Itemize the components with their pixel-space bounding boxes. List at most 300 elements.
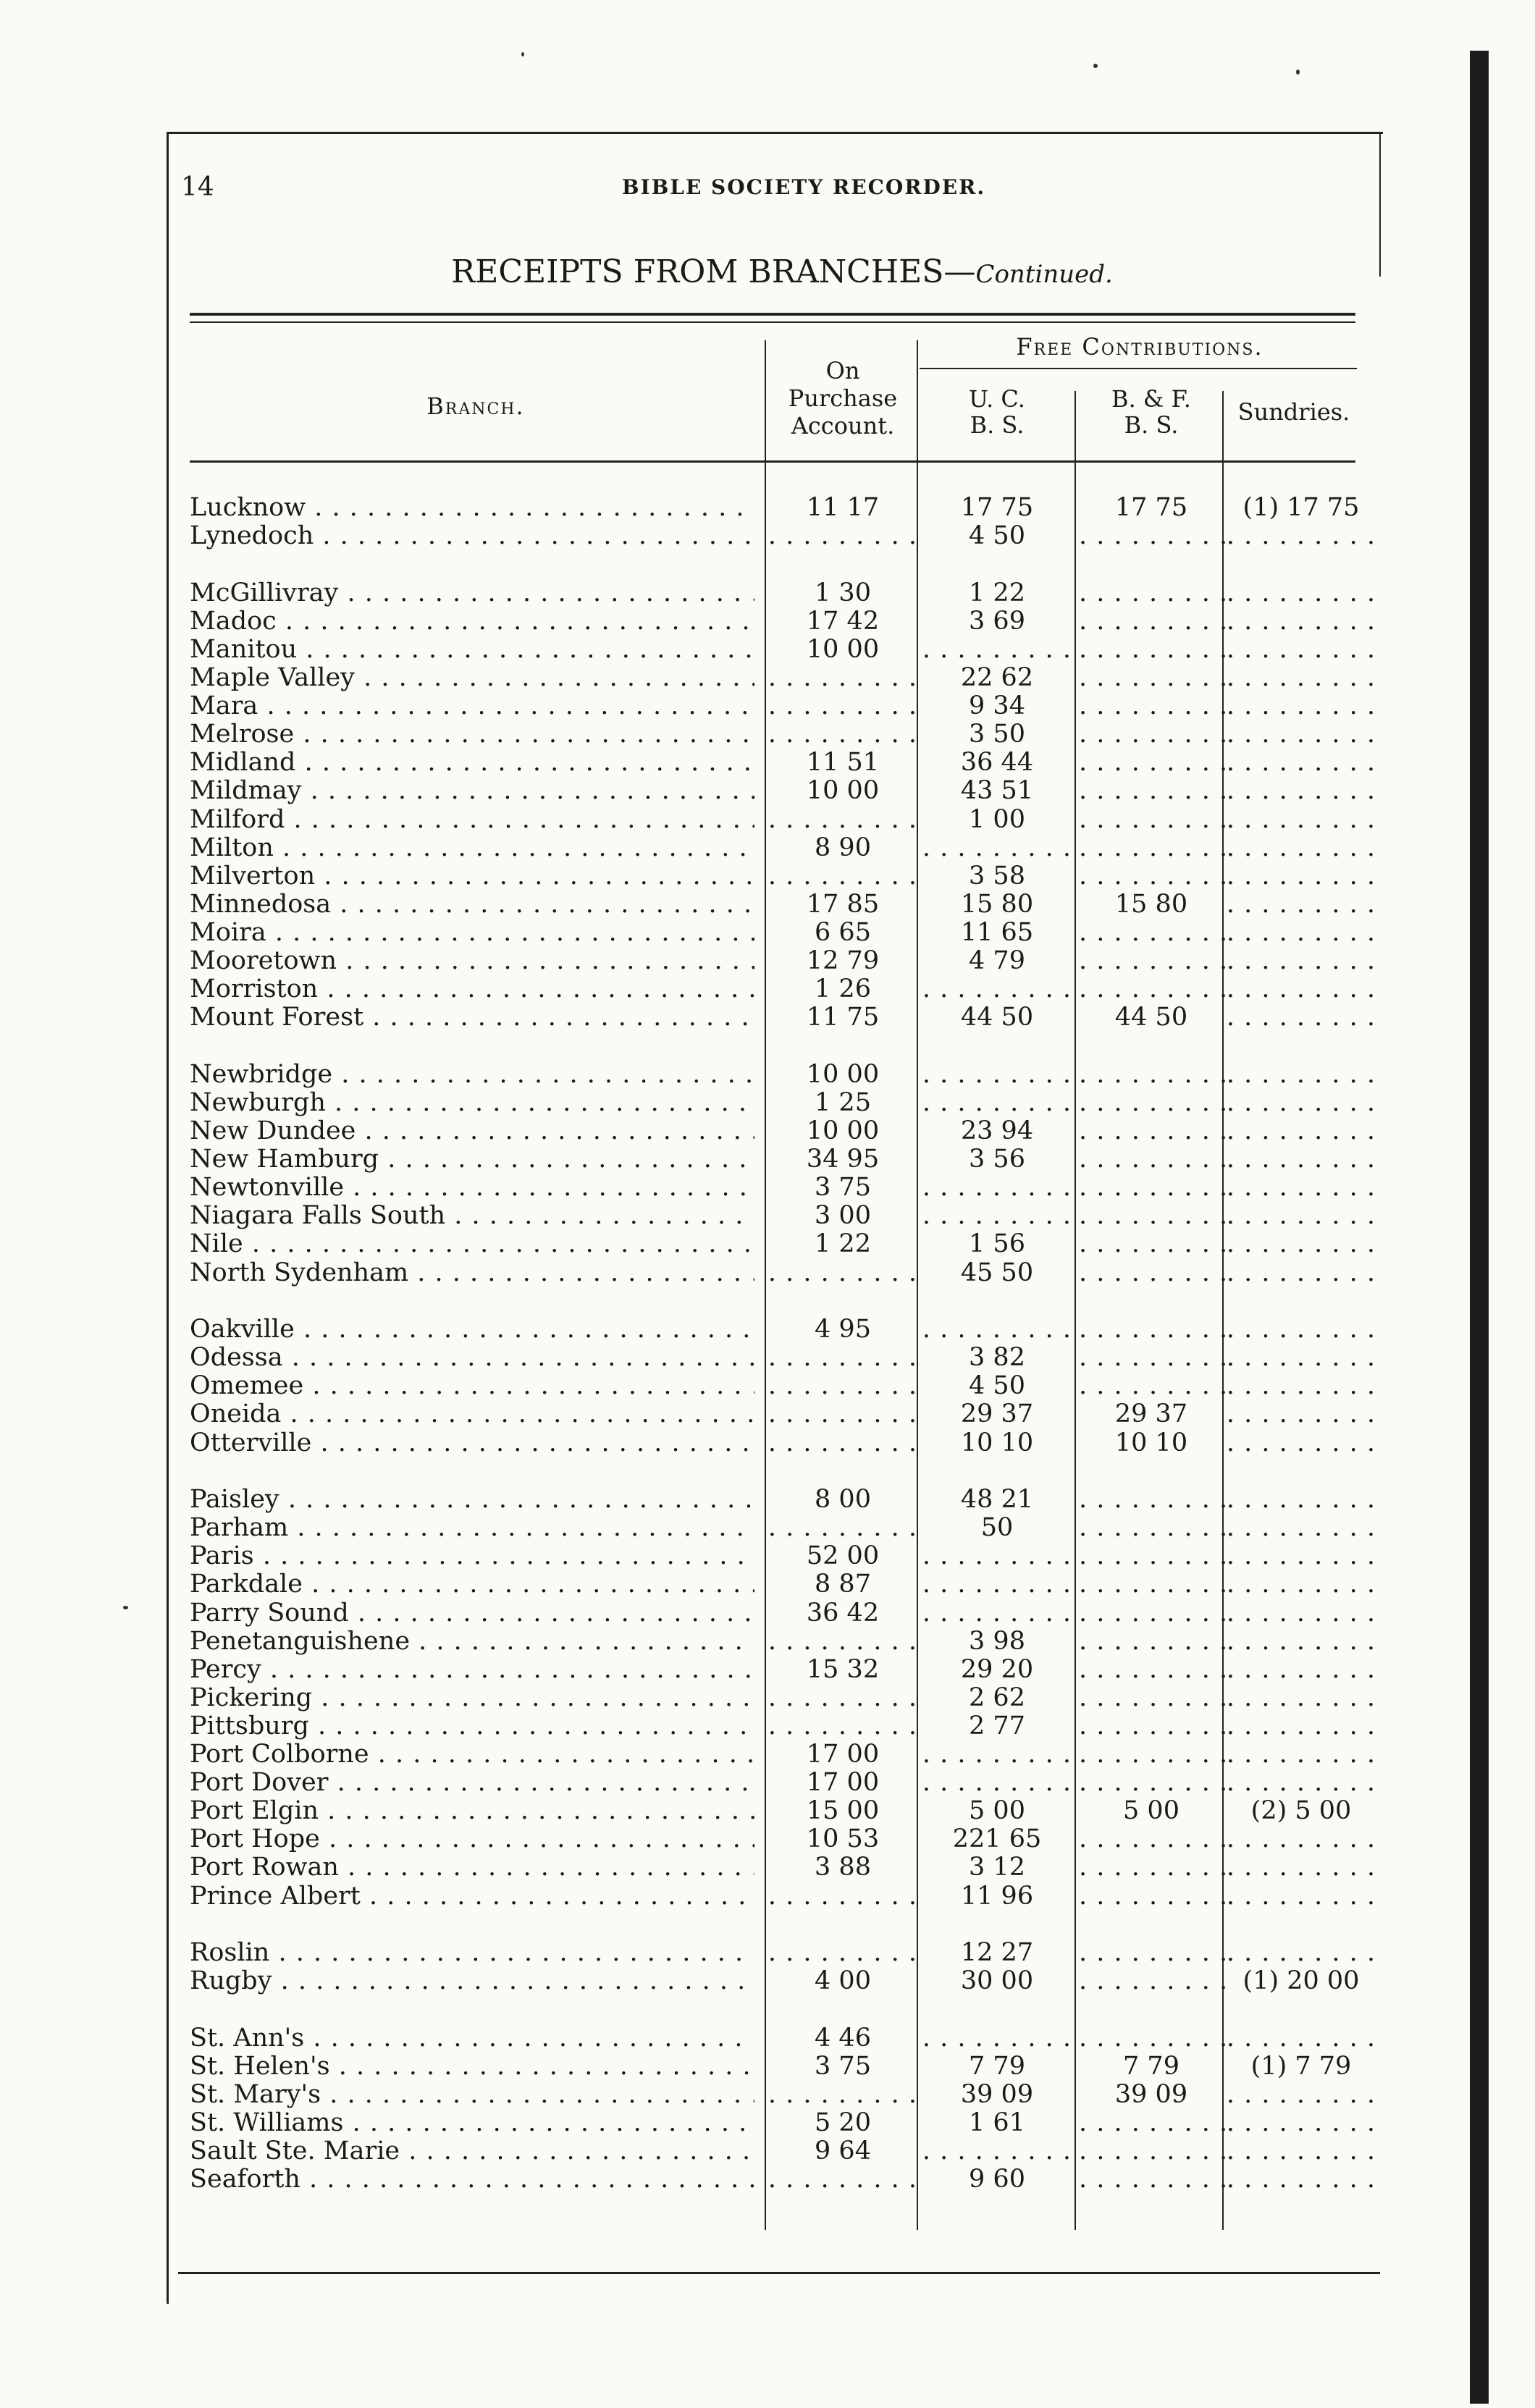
table-row xyxy=(0,1230,1535,1258)
sundries-cell: . . . . . . . . . xyxy=(1226,1570,1376,1599)
header-bfbs-1: B. & F. xyxy=(1111,385,1191,413)
sundries-cell: . . . . . . . . . xyxy=(1226,1371,1376,1401)
bfbs-cell: 10 10 xyxy=(1114,1428,1188,1457)
sundries-cell: . . . . . . . . . xyxy=(1226,2080,1376,2109)
bfbs-cell: . . . . . . . . . xyxy=(1079,1654,1229,1684)
purchase-cell: 3 75 xyxy=(815,2051,871,2081)
purchase-cell: 10 00 xyxy=(806,776,880,806)
branch-name: Port Elgin . . . xyxy=(190,1797,754,1825)
bfbs-cell: 29 37 xyxy=(1114,1399,1188,1429)
bfbs-cell: . . . . . . . . . xyxy=(1079,1881,1229,1911)
ucbs-cell: 11 96 xyxy=(960,1881,1034,1911)
purchase-cell: 17 42 xyxy=(806,606,880,636)
ucbs-cell: 9 60 xyxy=(969,2165,1025,2194)
purchase-cell: . . . . . . . . . xyxy=(768,1626,918,1656)
bfbs-cell: . . . . . . . . . xyxy=(1079,1059,1229,1089)
bfbs-cell: . . . . . . . . . xyxy=(1079,1258,1229,1287)
bfbs-cell: . . . . . . . . . xyxy=(1079,1966,1229,1996)
branch-name: Roslin . . . xyxy=(190,1939,754,1967)
bfbs-cell: 39 09 xyxy=(1114,2080,1188,2109)
purchase-cell: 11 51 xyxy=(806,748,880,778)
sundries-cell: . . . . . . . . . xyxy=(1226,1059,1376,1089)
bfbs-cell: . . . . . . . . . xyxy=(1079,663,1229,692)
table-row xyxy=(0,1882,1535,1911)
ucbs-cell: 36 44 xyxy=(960,748,1034,778)
ucbs-cell: 3 58 xyxy=(969,861,1025,891)
bfbs-cell: . . . . . . . . . xyxy=(1079,720,1229,749)
branch-name: Mount Forest . . . xyxy=(190,1003,754,1032)
bfbs-cell: . . . . . . . . . xyxy=(1079,1853,1229,1882)
ucbs-cell: 1 56 xyxy=(969,1229,1025,1259)
branch-name: Newburgh . . . xyxy=(190,1089,754,1117)
table-row xyxy=(0,975,1535,1003)
sundries-cell: . . . . . . . . . xyxy=(1226,1201,1376,1231)
table-row xyxy=(0,1259,1535,1287)
purchase-cell: 9 64 xyxy=(815,2137,871,2166)
sundries-cell: . . . . . . . . . xyxy=(1226,1428,1376,1457)
table-row xyxy=(0,2081,1535,2109)
table-row xyxy=(0,1967,1535,1995)
table-row xyxy=(0,1825,1535,1853)
purchase-cell: 17 00 xyxy=(806,1768,880,1798)
table-row xyxy=(0,1486,1535,1514)
table-row xyxy=(0,1740,1535,1769)
sundries-cell: . . . . . . . . . xyxy=(1226,1740,1376,1769)
ucbs-cell: 2 62 xyxy=(969,1683,1025,1712)
table-row xyxy=(0,1315,1535,1344)
sundries-cell: . . . . . . . . . xyxy=(1226,1258,1376,1287)
sundries-cell: . . . . . . . . . xyxy=(1226,1598,1376,1628)
bfbs-cell: . . . . . . . . . xyxy=(1079,1740,1229,1769)
purchase-cell: . . . . . . . . . xyxy=(768,861,918,891)
purchase-cell: 6 65 xyxy=(815,917,871,947)
sundries-cell: . . . . . . . . . xyxy=(1226,720,1376,749)
bfbs-cell: . . . . . . . . . xyxy=(1079,1626,1229,1656)
table-row xyxy=(0,664,1535,692)
bfbs-cell: . . . . . . . . . xyxy=(1079,804,1229,834)
sundries-cell: . . . . . . . . . xyxy=(1226,2023,1376,2053)
branch-name: Sault Ste. Marie . . . xyxy=(190,2137,754,2165)
sundries-cell: . . . . . . . . . xyxy=(1226,1711,1376,1740)
sundries-cell: . . . . . . . . . xyxy=(1226,2108,1376,2138)
branch-name: Paisley . . . xyxy=(190,1486,754,1514)
table-row xyxy=(0,1372,1535,1400)
bfbs-cell: . . . . . . . . . xyxy=(1079,1485,1229,1515)
sundries-cell: . . . . . . . . . xyxy=(1226,1513,1376,1543)
bfbs-cell: 7 79 xyxy=(1123,2051,1179,2081)
sundries-cell: . . . . . . . . . xyxy=(1226,833,1376,862)
sundries-cell: . . . . . . . . . xyxy=(1226,861,1376,891)
ucbs-cell: 3 69 xyxy=(969,606,1025,636)
bfbs-cell: . . . . . . . . . xyxy=(1079,1711,1229,1740)
table-row xyxy=(0,862,1535,891)
table-row xyxy=(0,2053,1535,2081)
branch-name: Moira . . . xyxy=(190,919,754,947)
branch-name: Oakville . . . xyxy=(190,1315,754,1344)
branch-name: Rugby . . . xyxy=(190,1967,754,1995)
bfbs-cell: . . . . . . . . . xyxy=(1079,1570,1229,1599)
branch-name: St. Mary's . . . xyxy=(190,2081,754,2109)
purchase-cell: 10 00 xyxy=(806,1059,880,1089)
branch-name: Madoc . . . xyxy=(190,607,754,636)
sundries-cell: . . . . . . . . . xyxy=(1226,2165,1376,2194)
purchase-cell: 5 20 xyxy=(815,2108,871,2138)
ucbs-cell: 39 09 xyxy=(960,2080,1034,2109)
ucbs-cell: . . . . . . . . . xyxy=(922,634,1072,664)
ucbs-cell: 221 65 xyxy=(952,1824,1042,1854)
branch-name: St. Ann's . . . xyxy=(190,2024,754,2053)
purchase-cell: 15 00 xyxy=(806,1796,880,1826)
header-ucbs-1: U. C. xyxy=(969,385,1025,413)
sundries-cell: . . . . . . . . . xyxy=(1226,634,1376,664)
purchase-cell: 10 00 xyxy=(806,634,880,664)
branch-name: Niagara Falls South . . . xyxy=(190,1202,754,1230)
ucbs-cell: . . . . . . . . . xyxy=(922,1173,1072,1203)
branch-name: Prince Albert . . . xyxy=(190,1882,754,1911)
table-row xyxy=(0,2137,1535,2165)
branch-name: Seaforth . . . xyxy=(190,2165,754,2194)
bfbs-cell: . . . . . . . . . xyxy=(1079,1683,1229,1712)
branch-name: Parry Sound . . . xyxy=(190,1599,754,1628)
purchase-cell: . . . . . . . . . xyxy=(768,720,918,749)
ucbs-cell: 3 98 xyxy=(969,1626,1025,1656)
ucbs-cell: . . . . . . . . . xyxy=(922,1740,1072,1769)
bfbs-cell: . . . . . . . . . xyxy=(1079,917,1229,947)
ucbs-cell: 10 10 xyxy=(960,1428,1034,1457)
ucbs-cell: 43 51 xyxy=(960,776,1034,806)
header-purchase-2: Purchase xyxy=(788,384,898,412)
sundries-cell: . . . . . . . . . xyxy=(1226,1881,1376,1911)
bfbs-cell: . . . . . . . . . xyxy=(1079,1938,1229,1968)
table-row xyxy=(0,1514,1535,1542)
table-row xyxy=(0,720,1535,749)
bfbs-cell: . . . . . . . . . xyxy=(1079,606,1229,636)
purchase-cell: 10 00 xyxy=(806,1116,880,1145)
branch-name: Nile . . . xyxy=(190,1230,754,1258)
sundries-cell: (2) 5 00 xyxy=(1250,1796,1352,1826)
ucbs-cell: 9 34 xyxy=(969,691,1025,721)
bfbs-cell: . . . . . . . . . xyxy=(1079,634,1229,664)
ucbs-cell: . . . . . . . . . xyxy=(922,1059,1072,1089)
ucbs-cell: 30 00 xyxy=(960,1966,1034,1996)
header-sundries: Sundries. xyxy=(1237,398,1350,426)
table-row xyxy=(0,1344,1535,1372)
sundries-cell: . . . . . . . . . xyxy=(1226,2137,1376,2166)
ucbs-cell: 11 65 xyxy=(960,917,1034,947)
table-row xyxy=(0,1174,1535,1202)
table-row xyxy=(0,494,1535,522)
purchase-cell: 1 30 xyxy=(815,578,871,607)
bfbs-cell: . . . . . . . . . xyxy=(1079,1598,1229,1628)
table-row xyxy=(0,749,1535,777)
branch-name: Penetanguishene . . . xyxy=(190,1628,754,1656)
ucbs-cell: 2 77 xyxy=(969,1711,1025,1740)
ucbs-cell: . . . . . . . . . xyxy=(922,1598,1072,1628)
bfbs-cell: . . . . . . . . . xyxy=(1079,1824,1229,1854)
branch-name: Parham . . . xyxy=(190,1514,754,1542)
bfbs-cell: . . . . . . . . . xyxy=(1079,691,1229,721)
sundries-cell: . . . . . . . . . xyxy=(1226,1315,1376,1344)
sundries-cell: . . . . . . . . . xyxy=(1226,1399,1376,1429)
purchase-cell: 1 22 xyxy=(815,1229,871,1259)
ucbs-cell: 1 00 xyxy=(969,804,1025,834)
ucbs-cell: . . . . . . . . . xyxy=(922,2137,1072,2166)
purchase-cell: 34 95 xyxy=(806,1145,880,1174)
branch-name: Otterville . . . xyxy=(190,1429,754,1457)
branch-name: Milverton . . . xyxy=(190,862,754,891)
purchase-cell: . . . . . . . . . xyxy=(768,691,918,721)
purchase-cell: 12 79 xyxy=(806,946,880,975)
bfbs-cell: . . . . . . . . . xyxy=(1079,1201,1229,1231)
branch-name: Newtonville . . . xyxy=(190,1174,754,1202)
table-row xyxy=(0,1939,1535,1967)
header-bfbs-2: B. S. xyxy=(1124,411,1179,439)
ucbs-cell: 4 79 xyxy=(969,946,1025,975)
sundries-cell: (1) 7 79 xyxy=(1250,2051,1352,2081)
table-row xyxy=(0,1003,1535,1032)
table-row xyxy=(0,1656,1535,1684)
purchase-cell: 8 90 xyxy=(815,833,871,862)
bfbs-cell: . . . . . . . . . xyxy=(1079,1173,1229,1203)
table-row xyxy=(0,1429,1535,1457)
bfbs-cell: . . . . . . . . . xyxy=(1079,748,1229,778)
table-row xyxy=(0,522,1535,550)
sundries-cell: . . . . . . . . . xyxy=(1226,1853,1376,1882)
purchase-cell: . . . . . . . . . xyxy=(768,1881,918,1911)
sundries-cell: . . . . . . . . . xyxy=(1226,1145,1376,1174)
ucbs-cell: 15 80 xyxy=(960,889,1034,919)
branch-name: Manitou . . . xyxy=(190,636,754,664)
sundries-cell: . . . . . . . . . xyxy=(1226,578,1376,607)
sundries-cell: . . . . . . . . . xyxy=(1226,1824,1376,1854)
ucbs-cell: . . . . . . . . . xyxy=(922,833,1072,862)
sundries-cell: . . . . . . . . . xyxy=(1226,748,1376,778)
purchase-cell: . . . . . . . . . xyxy=(768,2165,918,2194)
bfbs-cell: . . . . . . . . . xyxy=(1079,1145,1229,1174)
table-row xyxy=(0,1542,1535,1570)
sundries-cell: . . . . . . . . . xyxy=(1226,1541,1376,1571)
bfbs-cell: . . . . . . . . . xyxy=(1079,2165,1229,2194)
table-row xyxy=(0,1089,1535,1117)
bfbs-cell: . . . . . . . . . xyxy=(1079,1371,1229,1401)
sundries-cell: . . . . . . . . . xyxy=(1226,1485,1376,1515)
header-free-contributions: Free Contributions. xyxy=(1016,333,1263,361)
sundries-cell: . . . . . . . . . xyxy=(1226,606,1376,636)
header-branch: Branch. xyxy=(426,392,525,420)
title-main: RECEIPTS FROM BRANCHES— xyxy=(451,253,976,290)
table-row xyxy=(0,1853,1535,1882)
ucbs-cell: 4 50 xyxy=(969,521,1025,551)
title-continued: Continued. xyxy=(975,260,1113,289)
header-purchase-3: Account. xyxy=(791,412,895,439)
purchase-cell: . . . . . . . . . xyxy=(768,1399,918,1429)
sundries-cell: . . . . . . . . . xyxy=(1226,1626,1376,1656)
purchase-cell: . . . . . . . . . xyxy=(768,521,918,551)
purchase-cell: 11 17 xyxy=(806,493,880,522)
purchase-cell: 4 46 xyxy=(815,2023,871,2053)
ucbs-cell: 50 xyxy=(980,1513,1014,1543)
ucbs-cell: . . . . . . . . . xyxy=(922,1570,1072,1599)
purchase-cell: 3 88 xyxy=(815,1853,871,1882)
purchase-cell: . . . . . . . . . xyxy=(768,1513,918,1543)
running-head: BIBLE SOCIETY RECORDER. xyxy=(621,175,986,199)
purchase-cell: 3 00 xyxy=(815,1201,871,1231)
ucbs-cell: 45 50 xyxy=(960,1258,1034,1287)
branch-name: Milford . . . xyxy=(190,806,754,834)
sundries-cell: . . . . . . . . . xyxy=(1226,974,1376,1004)
sundries-cell: (1) 20 00 xyxy=(1242,1966,1360,1996)
branch-name: Mildmay . . . xyxy=(190,777,754,805)
purchase-cell: . . . . . . . . . xyxy=(768,1258,918,1287)
table-row xyxy=(0,777,1535,805)
branch-name: New Dundee . . . xyxy=(190,1117,754,1145)
ucbs-cell: . . . . . . . . . xyxy=(922,2023,1072,2053)
table-row xyxy=(0,2109,1535,2137)
purchase-cell: 15 32 xyxy=(806,1654,880,1684)
table-row xyxy=(0,2024,1535,2053)
purchase-cell: 17 85 xyxy=(806,889,880,919)
scan-speck xyxy=(123,1606,128,1609)
ucbs-cell: 23 94 xyxy=(960,1116,1034,1145)
sundries-cell: (1) 17 75 xyxy=(1242,493,1360,522)
purchase-cell: . . . . . . . . . xyxy=(768,1428,918,1457)
bfbs-cell: . . . . . . . . . xyxy=(1079,974,1229,1004)
branch-name: Port Rowan . . . xyxy=(190,1853,754,1882)
header-ucbs-2: B. S. xyxy=(970,411,1025,439)
branch-name: McGillivray . . . xyxy=(190,579,754,607)
sundries-cell: . . . . . . . . . xyxy=(1226,1938,1376,1968)
purchase-cell: . . . . . . . . . xyxy=(768,1711,918,1740)
branch-name: Morriston . . . xyxy=(190,975,754,1003)
bfbs-cell: 5 00 xyxy=(1123,1796,1179,1826)
ucbs-cell: . . . . . . . . . xyxy=(922,974,1072,1004)
bfbs-cell: 17 75 xyxy=(1114,493,1188,522)
branch-name: Oneida . . . xyxy=(190,1400,754,1428)
branch-name: Mooretown . . . xyxy=(190,947,754,975)
sundries-cell: . . . . . . . . . xyxy=(1226,1683,1376,1712)
ucbs-cell: 22 62 xyxy=(960,663,1034,692)
ucbs-cell: 4 50 xyxy=(969,1371,1025,1401)
bfbs-cell: . . . . . . . . . xyxy=(1079,1116,1229,1145)
page-number: 14 xyxy=(181,172,214,202)
branch-name: Minnedosa . . . xyxy=(190,891,754,919)
branch-name: St. Helen's . . . xyxy=(190,2053,754,2081)
ucbs-cell: 29 20 xyxy=(960,1654,1034,1684)
bfbs-cell: . . . . . . . . . xyxy=(1079,2023,1229,2053)
branch-name: Port Hope . . . xyxy=(190,1825,754,1853)
purchase-cell: 8 00 xyxy=(815,1485,871,1515)
sundries-cell: . . . . . . . . . xyxy=(1226,889,1376,919)
purchase-cell: 4 00 xyxy=(815,1966,871,1996)
bfbs-cell: . . . . . . . . . xyxy=(1079,2137,1229,2166)
table-row xyxy=(0,607,1535,636)
purchase-cell: 11 75 xyxy=(806,1003,880,1032)
bfbs-cell: . . . . . . . . . xyxy=(1079,1343,1229,1373)
sundries-cell: . . . . . . . . . xyxy=(1226,521,1376,551)
sundries-cell: . . . . . . . . . xyxy=(1226,1229,1376,1259)
branch-name: Lynedoch . . . xyxy=(190,522,754,550)
scan-speck xyxy=(1296,70,1300,75)
table-row xyxy=(0,919,1535,947)
branch-name: New Hamburg . . . xyxy=(190,1145,754,1174)
purchase-cell: 1 25 xyxy=(815,1087,871,1117)
sundries-cell: . . . . . . . . . xyxy=(1226,1116,1376,1145)
sundries-cell: . . . . . . . . . xyxy=(1226,663,1376,692)
purchase-cell: 4 95 xyxy=(815,1315,871,1344)
branch-name: Mara . . . xyxy=(190,692,754,720)
branch-name: St. Williams . . . xyxy=(190,2109,754,2137)
branch-name: Odessa . . . xyxy=(190,1344,754,1372)
bfbs-cell: . . . . . . . . . xyxy=(1079,578,1229,607)
ucbs-cell: 17 75 xyxy=(960,493,1034,522)
ucbs-cell: 1 61 xyxy=(969,2108,1025,2138)
ucbs-cell: . . . . . . . . . xyxy=(922,1315,1072,1344)
sundries-cell: . . . . . . . . . xyxy=(1226,1343,1376,1373)
ucbs-cell: 3 50 xyxy=(969,720,1025,749)
table-row xyxy=(0,1684,1535,1712)
table-row xyxy=(0,1145,1535,1174)
purchase-cell: 17 00 xyxy=(806,1740,880,1769)
bfbs-cell: . . . . . . . . . xyxy=(1079,776,1229,806)
table-row xyxy=(0,2165,1535,2194)
ucbs-cell: 1 22 xyxy=(969,578,1025,607)
bfbs-cell: . . . . . . . . . xyxy=(1079,521,1229,551)
ucbs-cell: 5 00 xyxy=(969,1796,1025,1826)
table-row xyxy=(0,806,1535,834)
ucbs-cell: . . . . . . . . . xyxy=(922,1768,1072,1798)
bfbs-cell: . . . . . . . . . xyxy=(1079,1315,1229,1344)
sundries-cell: . . . . . . . . . xyxy=(1226,946,1376,975)
table-row xyxy=(0,1400,1535,1428)
purchase-cell: . . . . . . . . . xyxy=(768,2080,918,2109)
purchase-cell: . . . . . . . . . xyxy=(768,663,918,692)
branch-name: Pittsburg . . . xyxy=(190,1712,754,1740)
table-row xyxy=(0,636,1535,664)
ucbs-cell: . . . . . . . . . xyxy=(922,1541,1072,1571)
bfbs-cell: . . . . . . . . . xyxy=(1079,1513,1229,1543)
sundries-cell: . . . . . . . . . xyxy=(1226,1173,1376,1203)
table-row xyxy=(0,834,1535,862)
sundries-cell: . . . . . . . . . xyxy=(1226,776,1376,806)
bfbs-cell: 44 50 xyxy=(1114,1003,1188,1032)
scan-speck xyxy=(1093,64,1098,68)
purchase-cell: . . . . . . . . . xyxy=(768,1938,918,1968)
branch-name: Maple Valley . . . xyxy=(190,664,754,692)
sundries-cell: . . . . . . . . . xyxy=(1226,1654,1376,1684)
ucbs-cell: 3 56 xyxy=(969,1145,1025,1174)
bfbs-cell: . . . . . . . . . xyxy=(1079,1541,1229,1571)
table-row xyxy=(0,1061,1535,1089)
table-row xyxy=(0,947,1535,975)
table-row xyxy=(0,1599,1535,1628)
ucbs-cell: 7 79 xyxy=(969,2051,1025,2081)
bfbs-cell: . . . . . . . . . xyxy=(1079,946,1229,975)
purchase-cell: 52 00 xyxy=(806,1541,880,1571)
header-purchase-1: On xyxy=(825,357,860,384)
purchase-cell: . . . . . . . . . xyxy=(768,1371,918,1401)
scan-speck xyxy=(521,52,524,56)
table-row xyxy=(0,1797,1535,1825)
table-row xyxy=(0,891,1535,919)
table-row xyxy=(0,1570,1535,1599)
ucbs-cell: 44 50 xyxy=(960,1003,1034,1032)
table-row xyxy=(0,579,1535,607)
branch-name: Lucknow . . . xyxy=(190,494,754,522)
branch-name: Milton . . . xyxy=(190,834,754,862)
branch-name: Omemee . . . xyxy=(190,1372,754,1400)
bfbs-cell: . . . . . . . . . xyxy=(1079,833,1229,862)
branch-name: Pickering . . . xyxy=(190,1684,754,1712)
